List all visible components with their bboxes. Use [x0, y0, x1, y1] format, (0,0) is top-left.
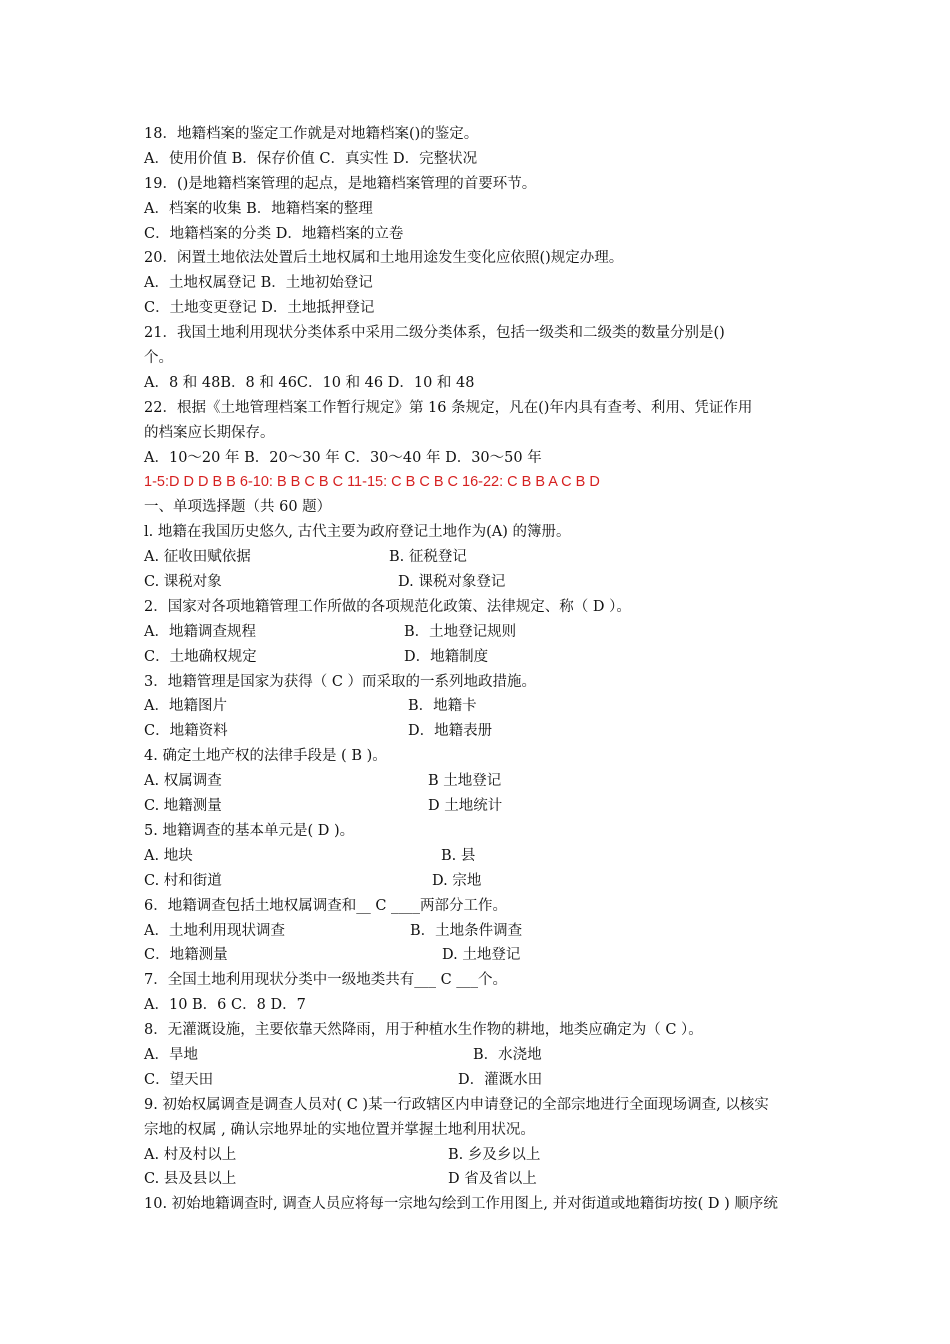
text-line: 3．地籍管理是国家为获得（ C ）而采取的一系列地政措施。: [144, 673, 537, 690]
option-row: [144, 943, 814, 968]
option-left: A．地籍调查规程: [144, 623, 256, 640]
option-left: A. 征收田赋依据: [144, 549, 251, 566]
option-right: B 土地登记: [428, 773, 502, 790]
text-line: 20．闲置土地依法处置后土地权属和土地用途发生变化应依照()规定办理。: [144, 250, 624, 267]
option-row: [144, 620, 814, 645]
option-right: D．地籍表册: [408, 723, 493, 740]
option-row: [144, 794, 814, 819]
text-line: A．10～20 年 B．20～30 年 C．30～40 年 D．30～50 年: [144, 449, 542, 466]
option-left: C．地籍资料: [144, 723, 228, 740]
option-row: [144, 1068, 814, 1093]
text-line: 9. 初始权属调查是调查人员对( C )某一行政辖区内申请登记的全部宗地进行全面现场调查, 以核实: [144, 1096, 769, 1113]
answer-key-line: 1-5:D D D B B 6-10: B B C B C 11-15: C B C B C 16-22: C B B A C B D: [144, 474, 600, 491]
text-line: 4. 确定土地产权的法律手段是 ( B )。: [144, 748, 387, 765]
text-line: 6．地籍调查包括土地权属调查和__ C ____两部分工作。: [144, 897, 508, 914]
option-row: [144, 869, 814, 894]
text-line: 7．全国土地利用现状分类中一级地类共有___ C ___个。: [144, 972, 508, 989]
option-left: C．望天田: [144, 1071, 214, 1088]
option-row: [144, 719, 814, 744]
option-right: D 土地统计: [428, 798, 503, 815]
document-page: [144, 122, 814, 1217]
option-right: B. 县: [441, 847, 476, 864]
option-row: [144, 645, 814, 670]
option-left: A. 权属调查: [144, 773, 222, 790]
option-left: A. 村及村以上: [144, 1146, 237, 1163]
text-line: 2．国家对各项地籍管理工作所做的各项规范化政策、法律规定、称（ D ）。: [144, 598, 631, 615]
text-line: 宗地的权属 , 确认宗地界址的实地位置并掌握土地利用状况。: [144, 1121, 535, 1138]
option-left: C. 课税对象: [144, 574, 222, 591]
text-line: A．8 和 48B．8 和 46C．10 和 46 D．10 和 48: [144, 374, 475, 391]
text-line: 22．根据《土地管理档案工作暂行规定》第 16 条规定，凡在()年内具有查考、利用、凭证作用: [144, 399, 753, 416]
text-line: 10. 初始地籍调查时, 调查人员应将每一宗地勾绘到工作用图上, 并对街道或地籍街坊按( D ) 顺序统: [144, 1196, 778, 1213]
text-line: 5. 地籍调查的基本单元是( D )。: [144, 822, 355, 839]
text-line: 21．我国土地利用现状分类体系中采用二级分类体系，包括一级类和二级类的数量分别是(): [144, 325, 725, 342]
option-left: C．土地确权规定: [144, 648, 257, 665]
option-left: C. 地籍测量: [144, 798, 222, 815]
text-line: 19．()是地籍档案管理的起点，是地籍档案管理的首要环节。: [144, 175, 537, 192]
option-left: A．地籍图片: [144, 698, 227, 715]
text-line: A．土地权属登记 B．土地初始登记: [144, 275, 373, 292]
option-left: C. 县及县以上: [144, 1171, 237, 1188]
option-left: C．地籍测量: [144, 947, 228, 964]
text-line: 的档案应长期保存。: [144, 424, 275, 441]
text-line: 个。: [144, 350, 173, 367]
option-row: [144, 545, 814, 570]
text-line: A．使用价值 B．保存价值 C．真实性 D．完整状况: [144, 150, 478, 167]
option-row: [144, 1167, 814, 1192]
option-row: [144, 1143, 814, 1168]
option-row: [144, 570, 814, 595]
option-right: B．地籍卡: [408, 698, 477, 715]
text-line: A．10 B．6 C．8 D．7: [144, 997, 306, 1014]
text-line: 18．地籍档案的鉴定工作就是对地籍档案()的鉴定。: [144, 126, 479, 142]
text-line: C．地籍档案的分类 D．地籍档案的立卷: [144, 225, 404, 242]
option-right: B. 征税登记: [389, 549, 467, 566]
option-left: A．土地利用现状调查: [144, 922, 285, 939]
text-line: A．档案的收集 B．地籍档案的整理: [144, 200, 373, 217]
option-right: B．土地条件调查: [410, 922, 523, 939]
option-row: [144, 769, 814, 794]
option-row: [144, 694, 814, 719]
text-line: 8．无灌溉设施，主要依靠天然降雨，用于种植水生作物的耕地，地类应确定为（ C ）。: [144, 1022, 703, 1039]
option-row: [144, 844, 814, 869]
option-right: D. 宗地: [432, 872, 482, 889]
text-line: C．土地变更登记 D．土地抵押登记: [144, 300, 375, 317]
option-right: D．灌溉水田: [458, 1071, 543, 1088]
option-left: A．旱地: [144, 1046, 198, 1063]
option-right: D．地籍制度: [404, 648, 489, 665]
option-right: D. 课税对象登记: [398, 574, 506, 591]
option-right: D. 土地登记: [442, 947, 521, 964]
option-right: B．土地登记规则: [404, 623, 517, 640]
option-left: A. 地块: [144, 847, 193, 864]
option-right: B．水浇地: [473, 1046, 542, 1063]
option-row: [144, 1043, 814, 1068]
option-right: D 省及省以上: [448, 1171, 537, 1188]
text-line: l. 地籍在我国历史悠久, 古代主要为政府登记土地作为(A) 的簿册。: [144, 524, 571, 541]
option-left: C. 村和街道: [144, 872, 222, 889]
option-right: B. 乡及乡以上: [448, 1146, 541, 1163]
text-line: 一、单项选择题（共 60 题）: [144, 499, 332, 516]
option-row: [144, 919, 814, 944]
